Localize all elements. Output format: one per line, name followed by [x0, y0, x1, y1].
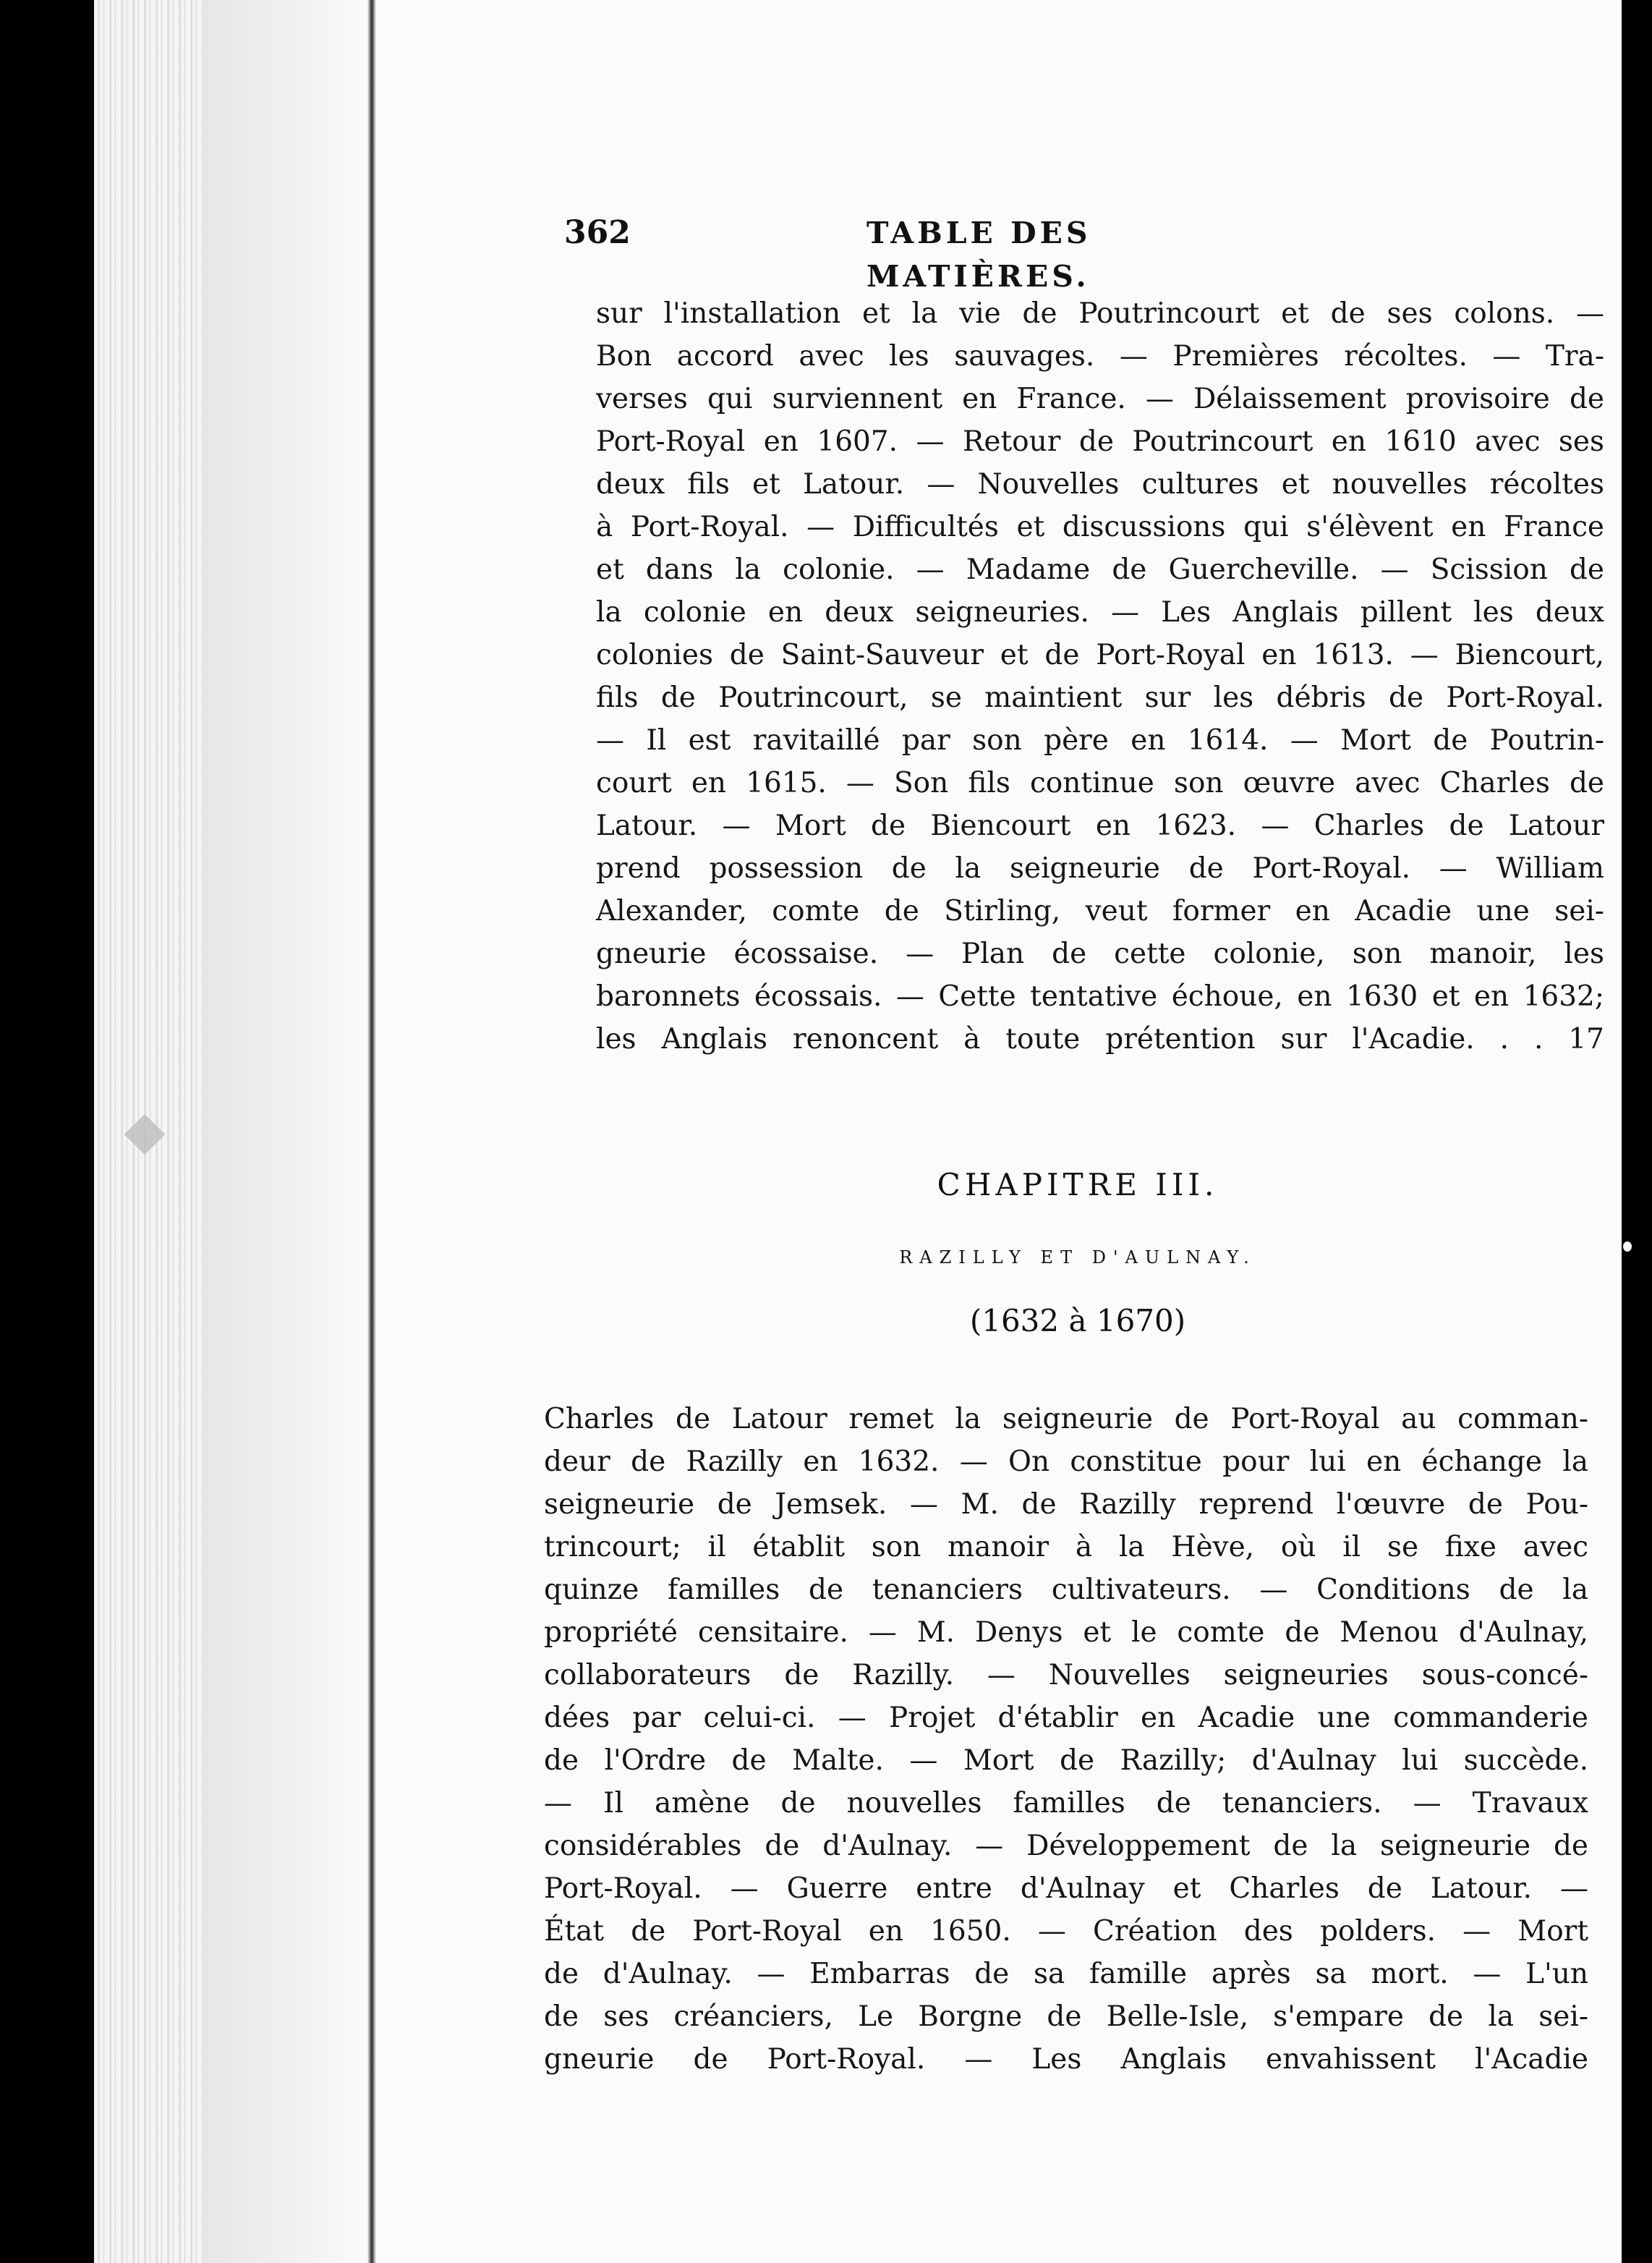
summary-line: — Il est ravitaillé par son père en 1614. — Mort de Poutrin-: [596, 724, 1604, 757]
summary-line: Latour. — Mort de Biencourt en 1623. — Charles de Latour: [596, 810, 1604, 842]
summary-line: quinze familles de tenanciers cultivateurs. — Conditions de la: [544, 1574, 1588, 1606]
chapter-dates: (1632 à 1670): [969, 1303, 1186, 1338]
page-edges-shadow: [203, 0, 376, 2263]
summary-line: Bon accord avec les sauvages. — Premières récoltes. — Tra-: [596, 340, 1604, 373]
summary-line: deux fils et Latour. — Nouvelles cultures et nouvelles récoltes: [596, 468, 1604, 501]
summary-line: court en 1615. — Son fils continue son œuvre avec Charles de: [596, 767, 1604, 799]
running-head: [564, 211, 1316, 294]
summary-line: Charles de Latour remet la seigneurie de Port-Royal au comman-: [544, 1403, 1588, 1435]
summary-line: et dans la colonie. — Madame de Guercheville. — Scission de: [596, 553, 1604, 586]
summary-line-with-page-ref: les Anglais renoncent à toute prétention sur l'Acadie. . . 17: [596, 1023, 1604, 1056]
summary-line: baronnets écossais. — Cette tentative échoue, en 1630 et en 1632;: [596, 980, 1604, 1013]
summary-line: — Il amène de nouvelles familles de tenanciers. — Travaux: [544, 1787, 1588, 1820]
scan-artifact-dot: [1623, 1241, 1632, 1252]
summary-line: la colonie en deux seigneuries. — Les Anglais pillent les deux: [596, 596, 1604, 629]
summary-line: Port-Royal en 1607. — Retour de Poutrincourt en 1610 avec ses: [596, 425, 1604, 458]
running-title: TABLE DES MATIÈRES.: [867, 216, 1091, 294]
summary-line: gneurie de Port-Royal. — Les Anglais envahissent l'Acadie: [544, 2043, 1588, 2076]
chapter-subtitle: RAZILLY ET D'AULNAY.: [899, 1247, 1256, 1268]
summary-line: seigneurie de Jemsek. — M. de Razilly reprend l'œuvre de Pou-: [544, 1488, 1588, 1521]
summary-line: verses qui surviennent en France. — Délaissement provisoire de: [596, 383, 1604, 415]
summary-line: à Port-Royal. — Difficultés et discussions qui s'élèvent en France: [596, 511, 1604, 543]
summary-line: Alexander, comte de Stirling, veut former en Acadie une sei-: [596, 895, 1604, 927]
summary-line: propriété censitaire. — M. Denys et le comte de Menou d'Aulnay,: [544, 1616, 1588, 1649]
chapter-3-summary: [544, 1398, 1588, 2081]
gutter-shadow: [367, 0, 376, 2263]
summary-line: colonies de Saint-Sauveur et de Port-Royal en 1613. — Biencourt,: [596, 639, 1604, 671]
scan-border-right: [1622, 0, 1652, 2263]
summary-line: de ses créanciers, Le Borgne de Belle-Isle, s'empare de la sei-: [544, 2000, 1588, 2033]
summary-line: prend possession de la seigneurie de Port-Royal. — William: [596, 852, 1604, 885]
summary-line: sur l'installation et la vie de Poutrincourt et de ses colons. —: [596, 297, 1604, 330]
chapter-heading: CHAPITRE III.: [937, 1167, 1219, 1202]
summary-line: collaborateurs de Razilly. — Nouvelles seigneuries sous-concé-: [544, 1659, 1588, 1691]
summary-line: Port-Royal. — Guerre entre d'Aulnay et Charles de Latour. —: [544, 1872, 1588, 1905]
summary-line: gneurie écossaise. — Plan de cette colonie, son manoir, les: [596, 938, 1604, 970]
summary-line: de d'Aulnay. — Embarras de sa famille après sa mort. — L'un: [544, 1958, 1588, 1990]
chapter-2-summary: [596, 292, 1604, 1061]
summary-line: État de Port-Royal en 1650. — Création des polders. — Mort: [544, 1915, 1588, 1948]
summary-line: de l'Ordre de Malte. — Mort de Razilly; d'Aulnay lui succède.: [544, 1744, 1588, 1777]
summary-line: fils de Poutrincourt, se maintient sur les débris de Port-Royal.: [596, 682, 1604, 714]
page-number: 362: [564, 214, 631, 251]
summary-line: deur de Razilly en 1632. — On constitue pour lui en échange la: [544, 1445, 1588, 1478]
summary-line: considérables de d'Aulnay. — Développement de la seigneurie de: [544, 1830, 1588, 1862]
summary-line: trincourt; il établit son manoir à la Hève, où il se fixe avec: [544, 1531, 1588, 1563]
summary-line: dées par celui-ci. — Projet d'établir en Acadie une commanderie: [544, 1702, 1588, 1734]
